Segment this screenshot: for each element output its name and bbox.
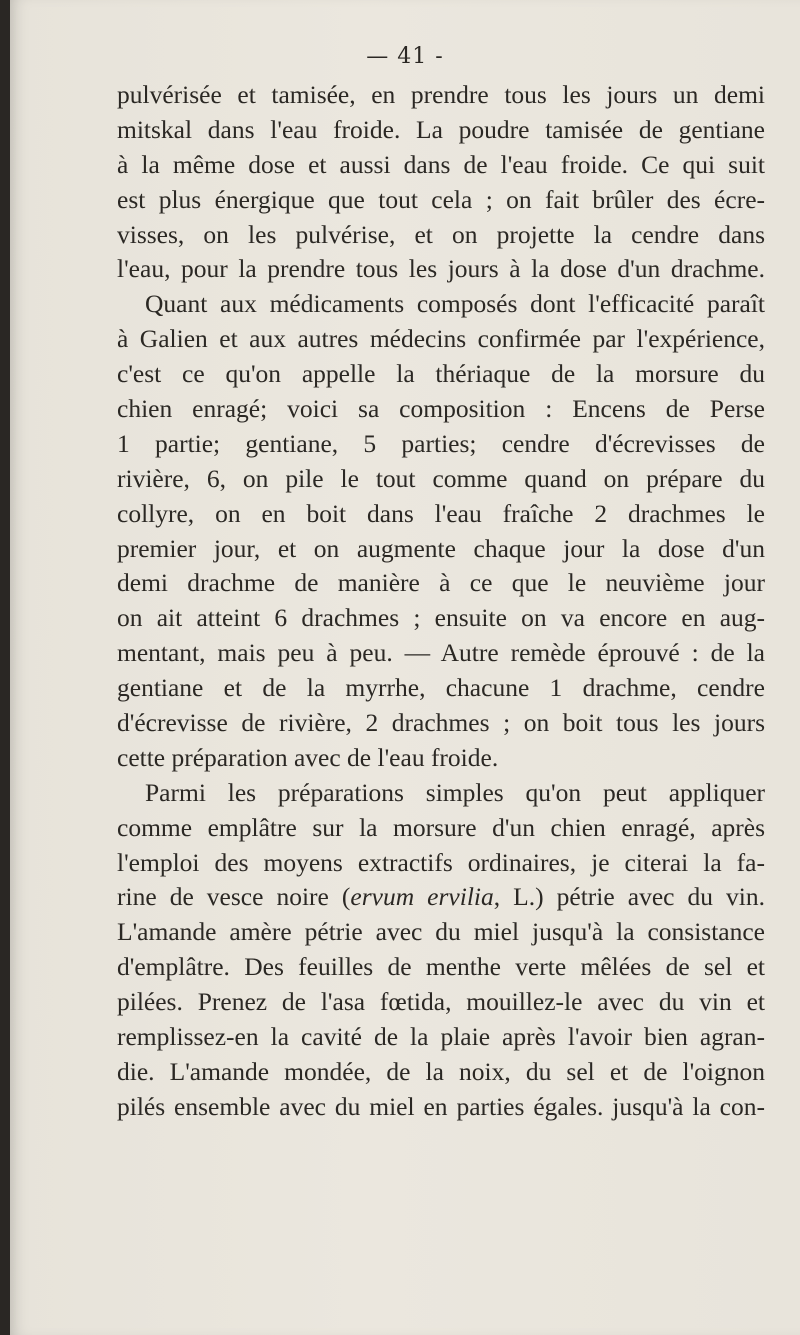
body-text — [117, 78, 765, 1125]
page-number-header: — 41 - — [366, 44, 444, 69]
text-segment: , L.) pétrie avec du vin. — [493, 882, 765, 912]
text-segment: rine de vesce noire ( — [117, 882, 351, 912]
text-line: pilés ensemble avec du miel en parties égales. jusqu'à la con- — [117, 1091, 765, 1121]
text-line: Parmi les préparations simples qu'on peut appliquer — [145, 777, 765, 807]
text-line: demi drachme de manière à ce que le neuvième jour — [117, 568, 765, 598]
text-line: die. L'amande mondée, de la noix, du sel et de l'oignon — [117, 1056, 765, 1086]
text-line: visses, on les pulvérise, et on projette la cendre dans — [117, 219, 765, 249]
text-line: à Galien et aux autres médecins confirmée par l'expérience, — [117, 324, 765, 354]
text-line: à la même dose et aussi dans de l'eau froide. Ce qui suit — [117, 149, 765, 179]
text-line: on ait atteint 6 drachmes ; ensuite on va encore en aug- — [117, 603, 765, 633]
text-line: cette préparation avec de l'eau froide. — [117, 742, 499, 772]
text-line: L'amande amère pétrie avec du miel jusqu'à la consistance — [117, 917, 765, 947]
text-line: rivière, 6, on pile le tout comme quand on prépare du — [117, 463, 765, 493]
book-page — [10, 0, 800, 1335]
text-line: gentiane et de la myrrhe, chacune 1 drachme, cendre — [117, 673, 765, 703]
text-line: pilées. Prenez de l'asa fœtida, mouillez-le avec du vin et — [117, 987, 765, 1017]
text-line: mitskal dans l'eau froide. La poudre tamisée de gentiane — [117, 114, 765, 144]
text-line: collyre, on en boit dans l'eau fraîche 2 drachmes le — [117, 498, 765, 528]
text-line: premier jour, et on augmente chaque jour la dose d'un — [117, 533, 765, 563]
text-line: comme emplâtre sur la morsure d'un chien enragé, après — [117, 812, 765, 842]
text-line: l'eau, pour la prendre tous les jours à la dose d'un drachme. — [117, 254, 765, 284]
text-line: d'écrevisse de rivière, 2 drachmes ; on boit tous les jours — [117, 708, 765, 738]
text-line: chien enragé; voici sa composition : Encens de Perse — [117, 394, 765, 424]
text-line: Quant aux médicaments composés dont l'efficacité paraît — [145, 289, 765, 319]
text-line: remplissez-en la cavité de la plaie après l'avoir bien agran- — [117, 1022, 765, 1052]
text-line: d'emplâtre. Des feuilles de menthe verte mêlées de sel et — [117, 952, 765, 982]
text-line: c'est ce qu'on appelle la thériaque de la morsure du — [117, 359, 765, 389]
text-line: est plus énergique que tout cela ; on fait brûler des écre- — [117, 184, 765, 214]
text-line — [117, 880, 765, 915]
italic-latin-name: ervum ervilia — [350, 882, 494, 912]
text-line: mentant, mais peu à peu. — Autre remède éprouvé : de la — [117, 638, 765, 668]
text-line: pulvérisée et tamisée, en prendre tous les jours un demi — [117, 80, 765, 109]
text-line: l'emploi des moyens extractifs ordinaires, je citerai la fa- — [117, 847, 765, 877]
text-line: 1 partie; gentiane, 5 parties; cendre d'écrevisses de — [117, 428, 765, 458]
